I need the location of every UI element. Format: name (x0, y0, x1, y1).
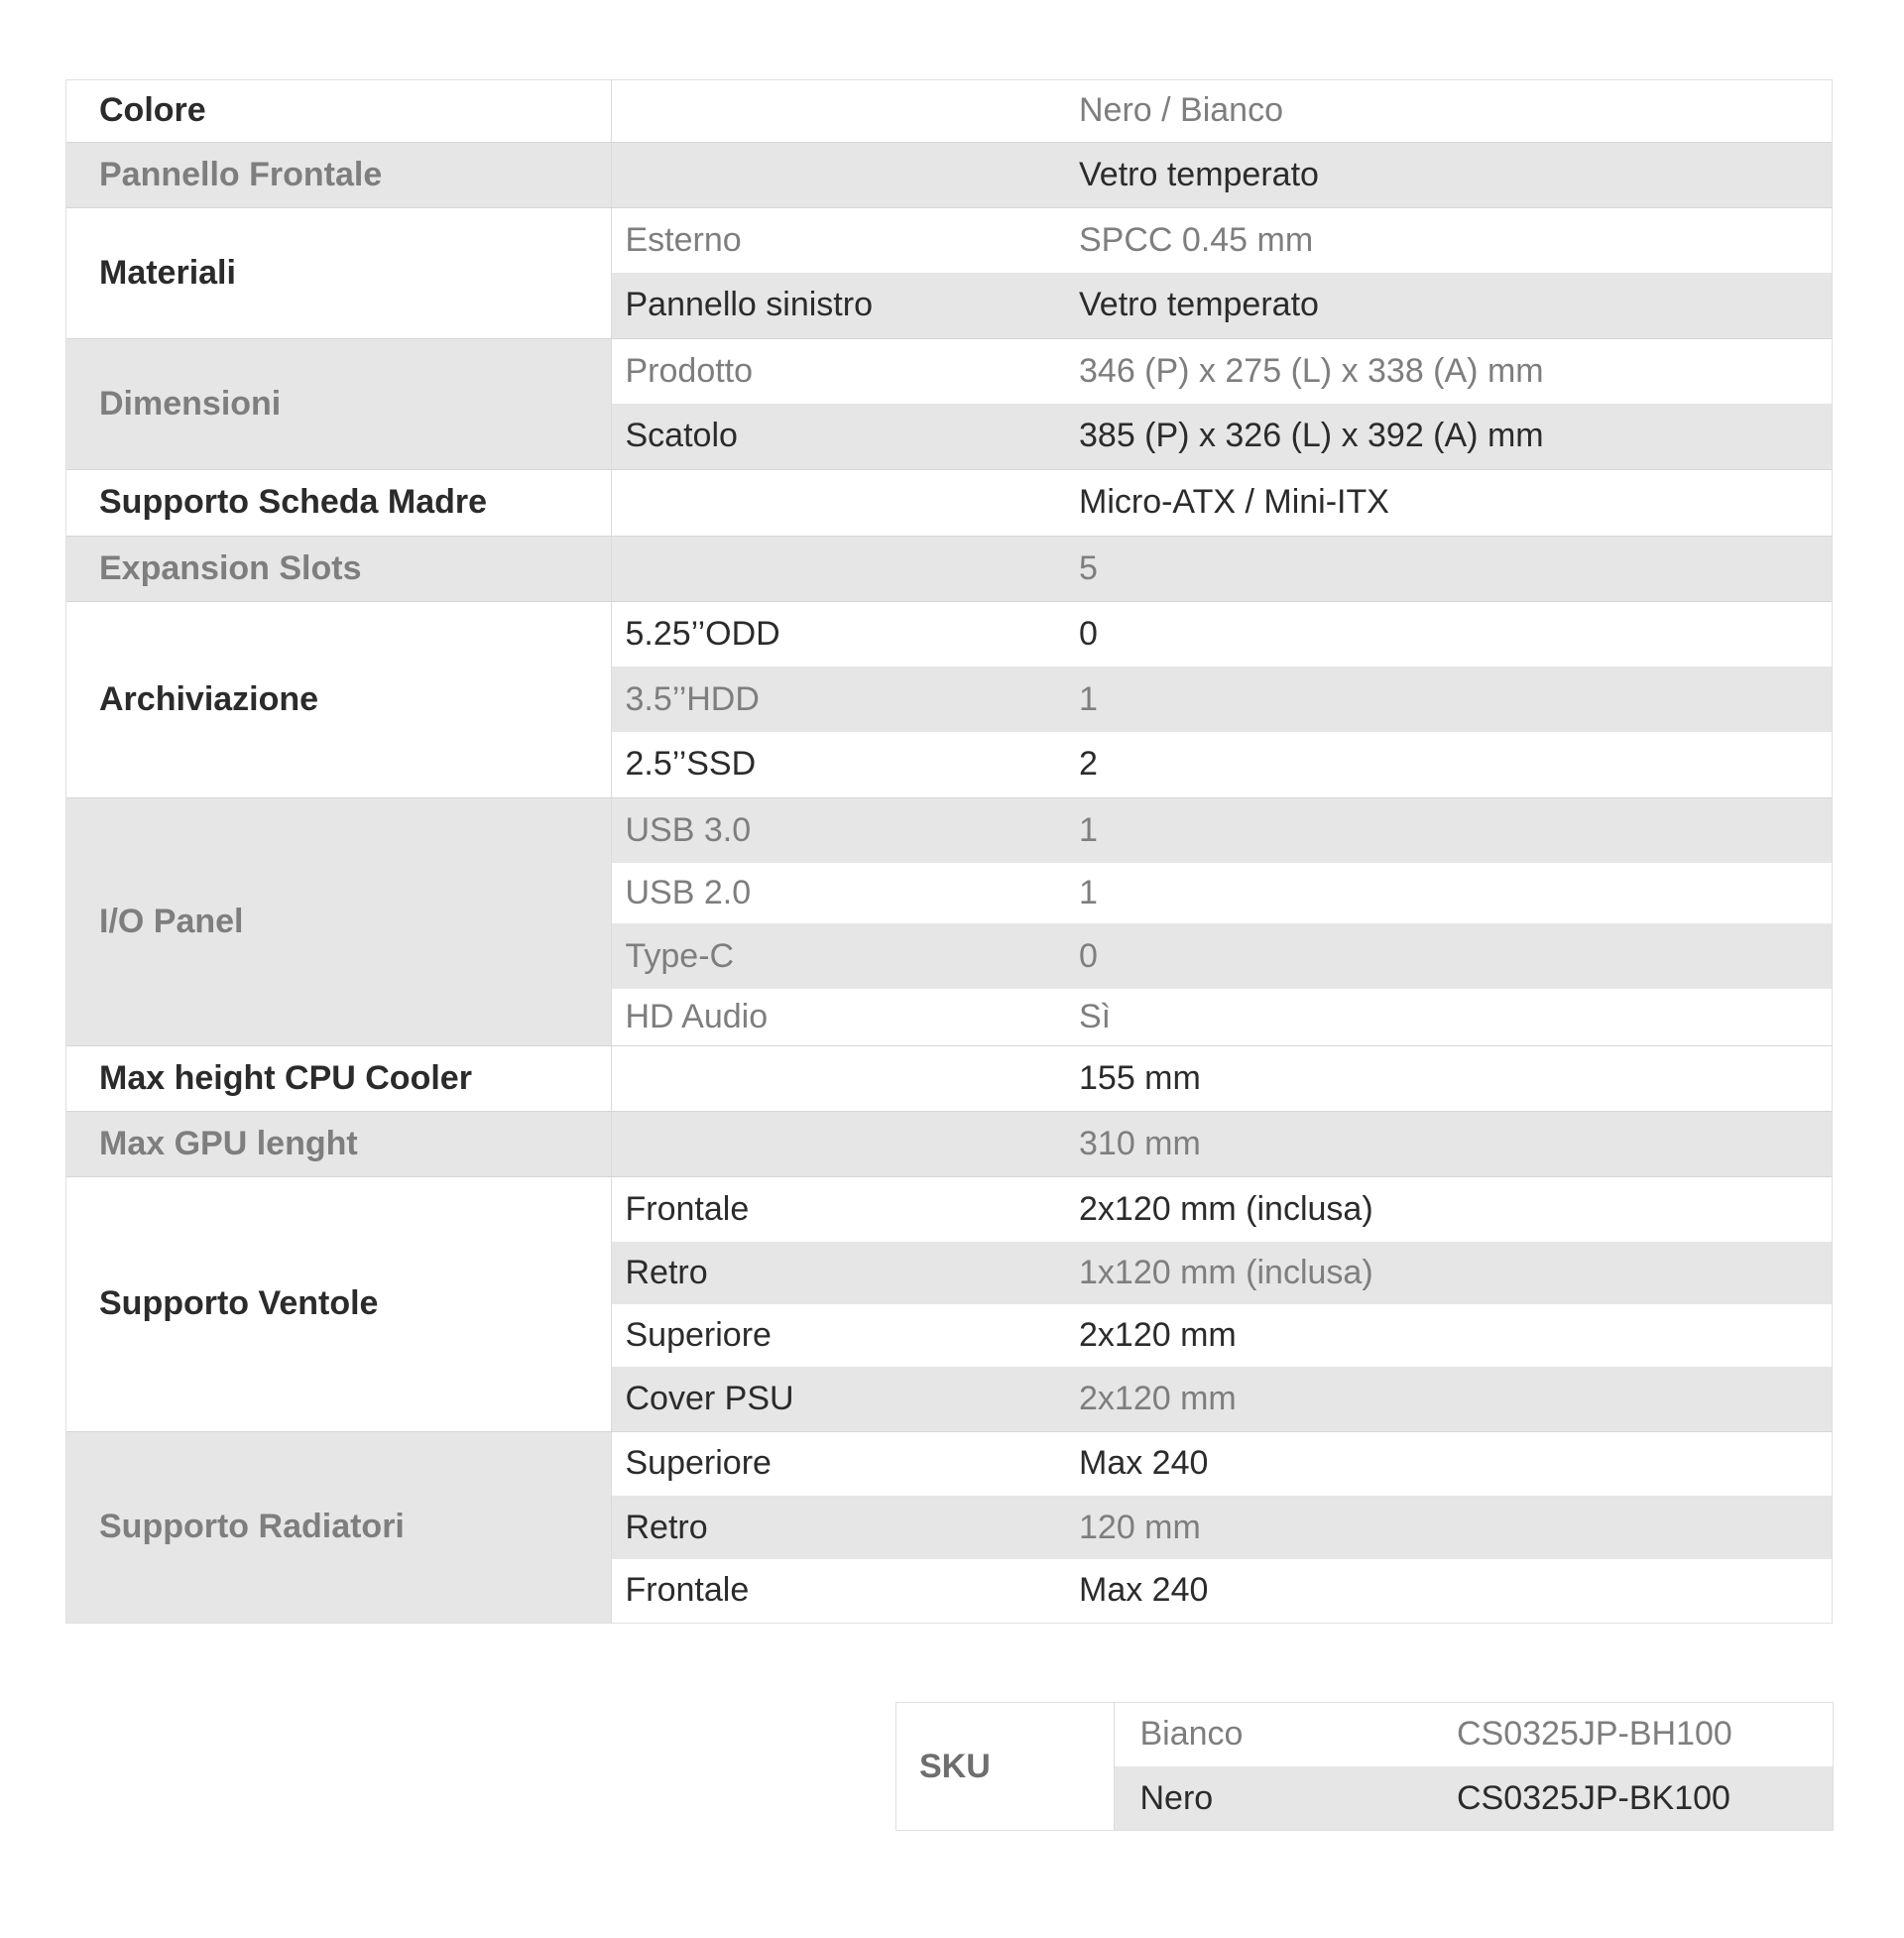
spec-label: Colore (65, 79, 611, 142)
sku-code: CS0325JP-BK100 (1431, 1766, 1833, 1831)
spec-value: 1x120 mm (inclusa) (1065, 1242, 1833, 1304)
spec-subkey: 3.5’’HDD (611, 666, 1065, 732)
spec-subkey-empty (611, 1111, 1065, 1176)
spec-value: 346 (P) x 275 (L) x 338 (A) mm (1065, 338, 1833, 404)
spec-row-scheda-madre (65, 469, 1833, 536)
spec-row-gpu (65, 1111, 1833, 1176)
spec-value: 0 (1065, 923, 1833, 989)
spec-table (65, 79, 1833, 1624)
spec-row-expansion-slots (65, 536, 1833, 601)
spec-row-materiali (65, 207, 1833, 273)
spec-label: Max GPU lenght (65, 1111, 611, 1176)
spec-label: Supporto Scheda Madre (65, 469, 611, 536)
spec-value: 1 (1065, 863, 1833, 923)
spec-subkey: USB 3.0 (611, 797, 1065, 863)
spec-subkey: Esterno (611, 207, 1065, 273)
spec-label: Max height CPU Cooler (65, 1045, 611, 1111)
spec-value: 120 mm (1065, 1496, 1833, 1559)
spec-subkey: HD Audio (611, 989, 1065, 1045)
spec-label: Dimensioni (65, 338, 611, 469)
spec-value: 2 (1065, 732, 1833, 797)
spec-value: 2x120 mm (inclusa) (1065, 1176, 1833, 1242)
spec-value: 0 (1065, 601, 1833, 666)
spec-subkey: Retro (611, 1496, 1065, 1559)
spec-label: Pannello Frontale (65, 142, 611, 207)
spec-subkey: Retro (611, 1242, 1065, 1304)
spec-subkey: Prodotto (611, 338, 1065, 404)
spec-subkey-empty (611, 1045, 1065, 1111)
spec-value: Micro-ATX / Mini-ITX (1065, 469, 1833, 536)
spec-value: Sì (1065, 989, 1833, 1045)
spec-subkey: Cover PSU (611, 1367, 1065, 1431)
spec-subkey: 5.25’’ODD (611, 601, 1065, 666)
spec-label: I/O Panel (65, 797, 611, 1045)
sku-row-bianco (895, 1702, 1833, 1766)
spec-row-io-panel (65, 797, 1833, 863)
spec-subkey: Type-C (611, 923, 1065, 989)
spec-subkey: USB 2.0 (611, 863, 1065, 923)
spec-subkey-empty (611, 79, 1065, 142)
spec-value: Max 240 (1065, 1559, 1833, 1623)
spec-row-dimensioni (65, 338, 1833, 404)
spec-subkey-empty (611, 469, 1065, 536)
sku-code: CS0325JP-BH100 (1431, 1702, 1833, 1766)
spec-subkey: 2.5’’SSD (611, 732, 1065, 797)
spec-value: 1 (1065, 666, 1833, 732)
spec-subkey: Frontale (611, 1559, 1065, 1623)
sku-table (895, 1702, 1834, 1831)
spec-value: 2x120 mm (1065, 1304, 1833, 1367)
spec-subkey: Scatolo (611, 404, 1065, 469)
spec-row-colore (65, 79, 1833, 142)
spec-value: Vetro temperato (1065, 273, 1833, 338)
spec-subkey-empty (611, 142, 1065, 207)
spec-subkey: Frontale (611, 1176, 1065, 1242)
sku-color: Bianco (1114, 1702, 1431, 1766)
spec-row-cpu-cooler (65, 1045, 1833, 1111)
spec-label: Supporto Radiatori (65, 1431, 611, 1623)
spec-subkey: Pannello sinistro (611, 273, 1065, 338)
spec-row-pannello-frontale (65, 142, 1833, 207)
spec-value: Vetro temperato (1065, 142, 1833, 207)
spec-value: 385 (P) x 326 (L) x 392 (A) mm (1065, 404, 1833, 469)
spec-value: SPCC 0.45 mm (1065, 207, 1833, 273)
spec-label: Materiali (65, 207, 611, 338)
spec-row-ventole (65, 1176, 1833, 1242)
spec-value: 1 (1065, 797, 1833, 863)
spec-value: Nero / Bianco (1065, 79, 1833, 142)
sku-label: SKU (895, 1702, 1114, 1831)
spec-value: 155 mm (1065, 1045, 1833, 1111)
spec-value: Max 240 (1065, 1431, 1833, 1496)
spec-label: Archiviazione (65, 601, 611, 797)
spec-row-radiatori (65, 1431, 1833, 1496)
sku-color: Nero (1114, 1766, 1431, 1831)
spec-subkey: Superiore (611, 1431, 1065, 1496)
spec-row-archiviazione (65, 601, 1833, 666)
spec-value: 310 mm (1065, 1111, 1833, 1176)
spec-label: Supporto Ventole (65, 1176, 611, 1431)
spec-value: 2x120 mm (1065, 1367, 1833, 1431)
spec-subkey: Superiore (611, 1304, 1065, 1367)
spec-subkey-empty (611, 536, 1065, 601)
spec-value: 5 (1065, 536, 1833, 601)
spec-label: Expansion Slots (65, 536, 611, 601)
